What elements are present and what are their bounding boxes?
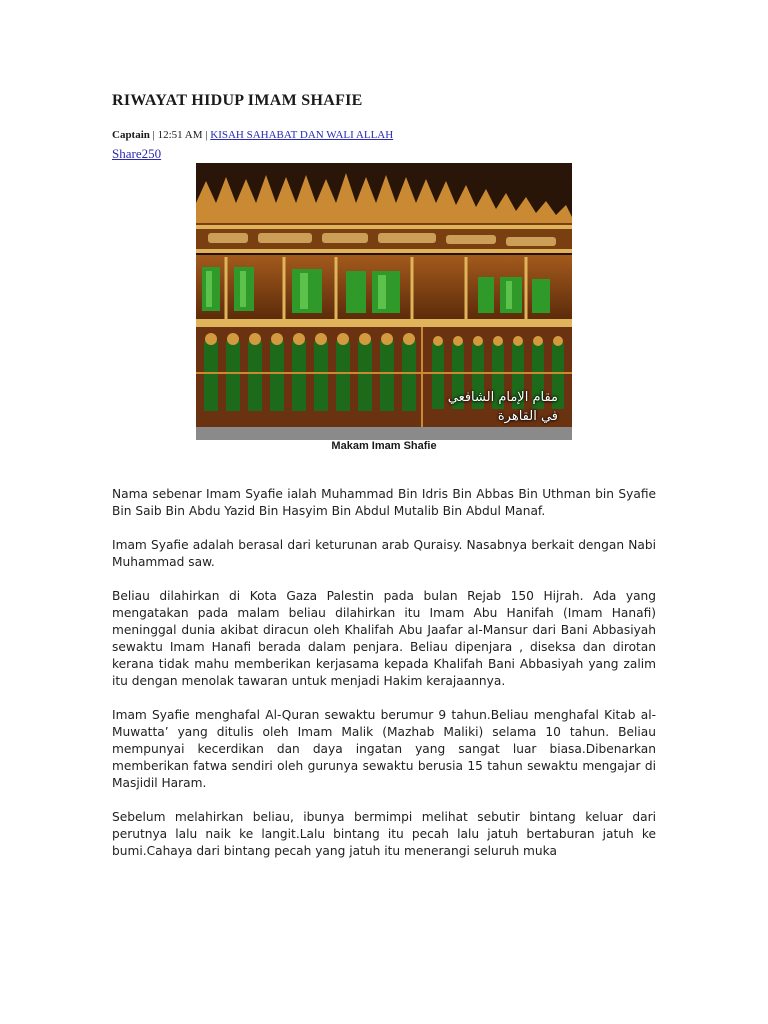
category-link[interactable]: KISAH SAHABAT DAN WALI ALLAH xyxy=(210,129,394,141)
paragraph: Sebelum melahirkan beliau, ibunya bermimpi melihat sebutir bintang keluar dari perutnya lalu naik ke langit.Lalu bintang itu pecah lalu jatuh bertaburan jatuh ke bumi.Cahaya dari bintang pecah yang jatuh itu menerangi seluruh muka xyxy=(112,810,656,858)
photo-overlay-line-2: في القاهرة xyxy=(497,409,558,424)
post-time: 12:51 AM xyxy=(157,129,203,141)
meta-separator-2: | xyxy=(205,129,208,141)
paragraph: Beliau dilahirkan di Kota Gaza Palestin pada bulan Rejab 150 Hijrah. Ada yang mengatakan pada malam beliau dilahirkan itu Imam Abu Hanifah (Imam Hanafi) meninggal dunia akibat diracun oleh Khalifah Abu Jaafar al-Mansur dari Bani Abbasiyah sewaktu Imam Hanafi berada dalam penjara. Beliau dipenjara , diseksa dan dirotan kerana tidak mahu memberikan kerjasama kepada Khalifah Bani Abbasiyah yang zalim itu dengan menolak tawaran untuk menjadi Hakim kerajaannya. xyxy=(112,589,656,688)
photo-overlay-line-1: مقام الإمام الشافعي xyxy=(447,390,558,405)
photo-caption: Makam Imam Shafie xyxy=(331,440,437,452)
paragraph: Imam Syafie adalah berasal dari keturunan arab Quraisy. Nasabnya berkait dengan Nabi Muhammad saw. xyxy=(112,538,656,569)
paragraph: Nama sebenar Imam Syafie ialah Muhammad Bin Idris Bin Abbas Bin Uthman bin Syafie Bin Saib Bin Abdu Yazid Bin Hasyim Bin Abdul Mutalib Bin Abdul Manaf. xyxy=(112,487,656,518)
meta-separator: | xyxy=(152,129,155,141)
paragraph: Imam Syafie menghafal Al-Quran sewaktu berumur 9 tahun.Beliau menghafal Kitab al-Muwatta’ yang ditulis oleh Imam Malik (Mazhab Maliki) selama 10 tahun. Beliau mempunyai kecerdikan dan daya ingatan yang sangat luar biasa.Dibenarkan memberikan fatwa sendiri oleh gurunya sewaktu berusia 15 tahun sewaktu mengajar di Masjidil Haram. xyxy=(112,708,656,790)
share-link[interactable]: Share250 xyxy=(112,146,162,161)
author-name: Captain xyxy=(112,129,150,141)
tomb-photo xyxy=(196,163,572,440)
article-title: RIWAYAT HIDUP IMAM SHAFIE xyxy=(112,92,363,109)
article-meta xyxy=(112,129,393,141)
photo-overlay-text xyxy=(448,388,558,426)
article-body xyxy=(112,486,656,877)
